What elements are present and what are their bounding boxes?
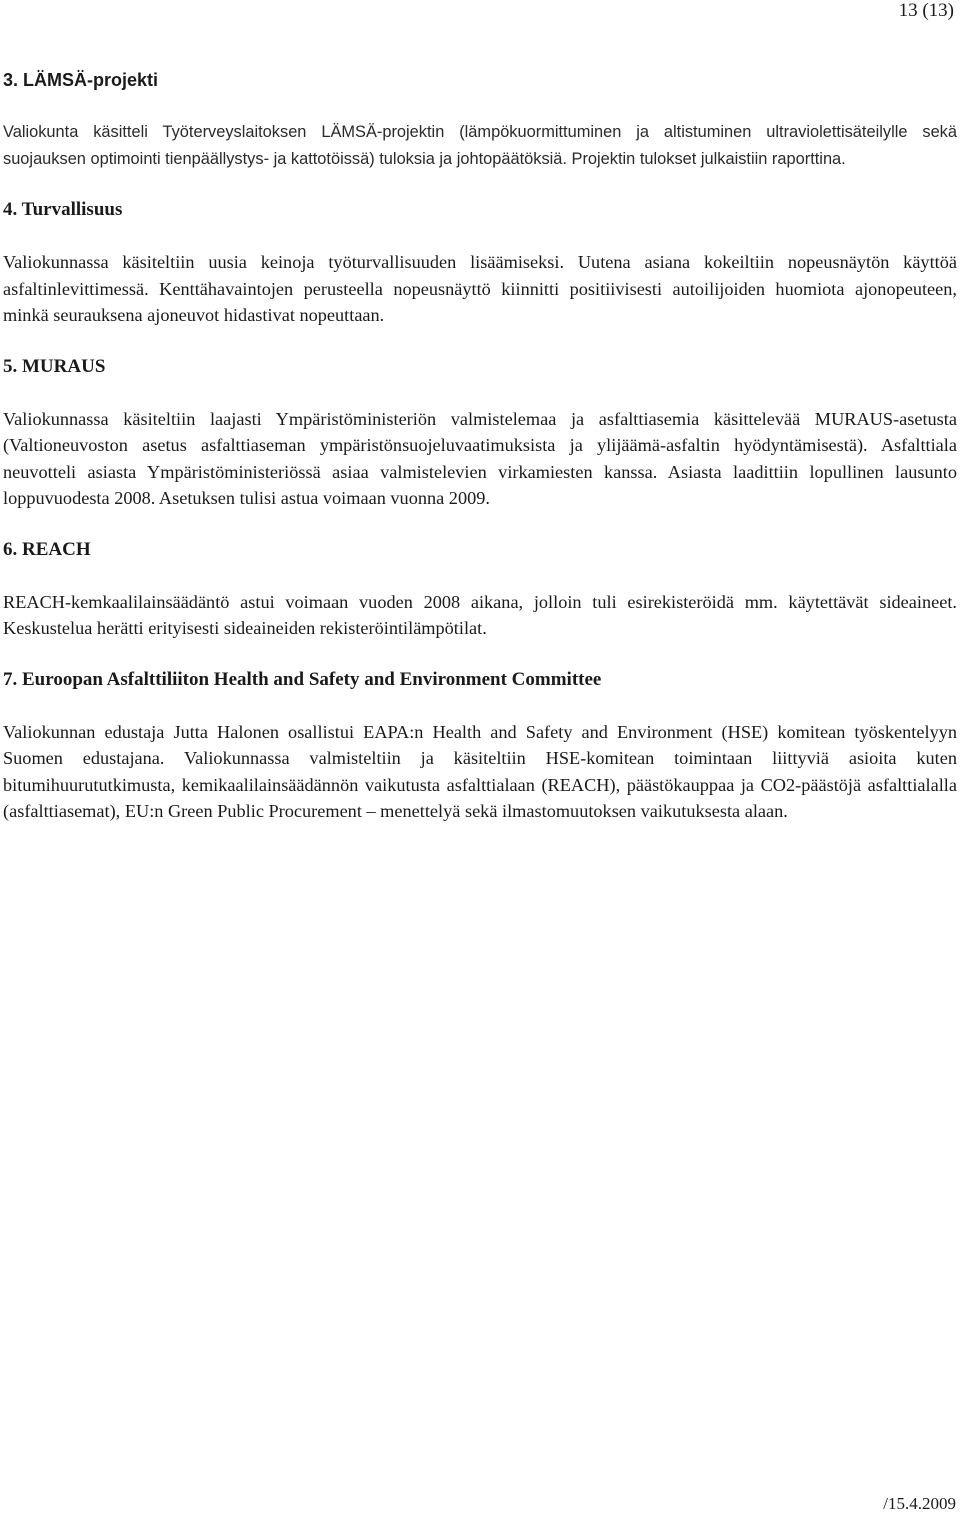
- section-paragraph: Valiokunta käsitteli Työterveyslaitoksen LÄMSÄ-projektin (lämpökuormittuminen ja altistuminen ultraviolettisäteilylle sekä suojauksen optimointi tienpäällystys- ja kattotöissä) tuloksia ja johtopäätöksiä. Projektin tulokset julkaistiin raporttina.: [3, 123, 957, 168]
- section-heading: 6. REACH: [3, 538, 91, 560]
- section-paragraph: Valiokunnan edustaja Jutta Halonen osallistui EAPA:n Health and Safety and Environment (HSE) komitean työskentelyyn Suomen edustajana. Valiokunnassa valmisteltiin ja käsiteltiin HSE-komitean toimintaan liittyviä asioita kuten bitumihuurututkimusta, kemikaalilainsäädännön vaikutusta asfalttialaan (REACH), päästökauppaa ja CO2-päästöjä asfalttialalla (asfalttiasemat), EU:n Green Public Procurement – menettelyä sekä ilmastomuutoksen vaikutuksesta alaan.: [3, 721, 957, 821]
- section-heading: 4. Turvallisuus: [3, 199, 123, 220]
- section-reach: [3, 538, 957, 642]
- page-number: 13 (13): [898, 0, 954, 21]
- section-paragraph: Valiokunnassa käsiteltiin uusia keinoja työturvallisuuden lisäämiseksi. Uutena asiana kokeiltiin nopeusnäytön käyttöä asfaltinlevittimessä. Kenttähavaintojen perusteella nopeusnäyttö kiinnitti positiivisesti autoilijoiden huomiota ajonopeuteen, minkä seurauksena ajoneuvot hidastivat nopeuttaan.: [3, 252, 957, 325]
- section-paragraph: Valiokunnassa käsiteltiin laajasti Ympäristöministeriön valmistelemaa ja asfalttiasemia käsittelevää MURAUS-asetusta (Valtioneuvoston asetus asfalttiaseman ympäristönsuojeluvaatimuksista ja ylijäämä-asfaltin hyödyntämisestä). Asfalttiala neuvotteli asiasta Ympäristöministeriössä asiaa valmistelevien virkamiesten kanssa. Asiasta laadittiin lopullinen lausunto loppuvuodesta 2008. Asetuksen tulisi astua voimaan vuonna 2009.: [3, 408, 957, 508]
- section-heading: 5. MURAUS: [3, 355, 106, 377]
- document-body: [3, 68, 957, 851]
- section-heading: 7. Euroopan Asfalttiliiton Health and Safety and Environment Committee: [3, 668, 602, 690]
- section-muraus: [3, 355, 957, 512]
- section-lamsa-projekti: [3, 68, 957, 172]
- section-turvallisuus: [3, 198, 957, 329]
- section-paragraph: REACH-kemkaalilainsäädäntö astui voimaan vuoden 2008 aikana, jolloin tuli esirekisteröidä mm. käytettävät sideaineet. Keskustelua herätti erityisesti sideaineiden rekisteröintilämpötilat.: [3, 591, 957, 638]
- section-eapa-hse-committee: [3, 668, 957, 825]
- section-heading: 3. LÄMSÄ-projekti: [3, 70, 159, 90]
- footer-date: /15.4.2009: [883, 1494, 956, 1513]
